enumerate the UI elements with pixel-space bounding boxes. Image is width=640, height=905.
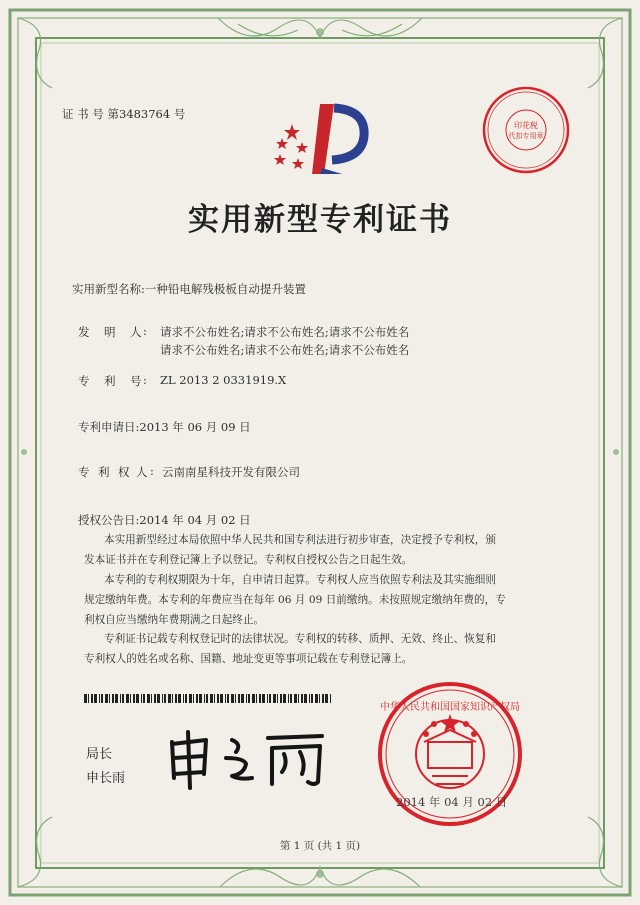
barcode-bar xyxy=(288,694,289,703)
barcode-bar xyxy=(309,694,310,703)
barcode-bar xyxy=(88,694,89,703)
inventors-colon: : xyxy=(143,324,147,338)
barcode-bar xyxy=(259,694,261,703)
barcode-bar xyxy=(94,694,97,703)
barcode-bar xyxy=(330,694,331,703)
filing-date-field xyxy=(78,419,251,435)
barcode-bar xyxy=(189,694,192,703)
barcode-bar xyxy=(252,694,255,703)
barcode-bar xyxy=(214,694,215,703)
barcode-bar xyxy=(196,694,198,703)
barcode-bar xyxy=(246,694,247,703)
page-number: 第 1 页 (共 1 页) xyxy=(279,840,361,852)
barcode-bar xyxy=(84,694,87,703)
body-paragraph-1-line-2: 发本证书并在专利登记簿上予以登记。专利权自授权公告之日起生效。 xyxy=(84,554,413,566)
stamp-duty-seal-center-line2: 代扣专用章 xyxy=(508,132,544,140)
certificate-number xyxy=(62,106,185,122)
barcode-bar xyxy=(325,694,328,703)
barcode-bar xyxy=(164,694,166,703)
barcode-bar xyxy=(109,694,110,703)
barcode-bar xyxy=(262,694,265,703)
barcode-bar xyxy=(267,694,268,703)
barcode-bar xyxy=(175,694,177,703)
director-signature-icon xyxy=(160,728,340,790)
grant-date-label: 授权公告日: xyxy=(78,513,140,527)
patentee-label-char-4: 人 xyxy=(136,465,148,479)
barcode-bar xyxy=(280,694,282,703)
barcode-bar xyxy=(241,694,244,703)
patent-no-label-char-1: 专 xyxy=(78,374,90,388)
barcode-bar xyxy=(143,694,145,703)
body-paragraph-1-line-1: 本实用新型经过本局依照中华人民共和国专利法进行初步审查，决定授予专利权，颁 xyxy=(104,534,496,546)
barcode-bar xyxy=(248,694,250,703)
barcode-bar xyxy=(277,694,278,703)
barcode-bar xyxy=(154,694,156,703)
barcode-bar xyxy=(301,694,303,703)
barcode-bar xyxy=(206,694,208,703)
grant-date-value: 2014 年 04 月 02 日 xyxy=(139,513,251,527)
inventors-line-2: 请求不公布姓名;请求不公布姓名;请求不公布姓名 xyxy=(160,343,410,357)
barcode-bar xyxy=(157,694,160,703)
barcode-bar xyxy=(256,694,257,703)
grant-date-field xyxy=(78,512,251,528)
patentee-label-char-2: 利 xyxy=(98,465,110,479)
patentee-colon: : xyxy=(150,464,154,478)
barcode-bar xyxy=(162,694,163,703)
barcode-bar xyxy=(130,694,131,703)
barcode-bar xyxy=(112,694,114,703)
barcode-bar xyxy=(133,694,135,703)
barcode-bar xyxy=(151,694,152,703)
body-paragraph-3-line-1: 专利证书记载专利权登记时的法律状况。专利权的转移、质押、无效、终止、恢复和 xyxy=(104,633,496,645)
barcode-bar xyxy=(120,694,121,703)
barcode-bar xyxy=(122,694,124,703)
barcode-bar xyxy=(204,694,205,703)
barcode-bar xyxy=(294,694,297,703)
barcode-bar xyxy=(99,694,100,703)
utility-name-field xyxy=(72,281,306,297)
body-paragraph-2-line-1: 本专利的专利权期限为十年，自申请日起算。专利权人应当依照专利法及其实施细则 xyxy=(104,574,496,586)
filing-date-value: 2013 年 06 月 09 日 xyxy=(139,420,251,434)
barcode-bar xyxy=(235,694,236,703)
body-paragraph-2-line-2: 规定缴纳年费。本专利的年费应当在每年 06 月 09 日前缴纳。未按照规定缴纳年费的，专 xyxy=(84,594,506,606)
barcode-bar xyxy=(172,694,173,703)
barcode-bar xyxy=(115,694,118,703)
certificate-number-label: 证 书 号 第 xyxy=(62,107,119,121)
barcode-bar xyxy=(273,694,276,703)
patentee-label-char-3: 权 xyxy=(118,465,130,479)
barcode-bar xyxy=(304,694,307,703)
barcode xyxy=(84,694,334,703)
barcode-bar xyxy=(269,694,271,703)
barcode-bar xyxy=(101,694,103,703)
certificate-number-suffix: 号 xyxy=(173,107,186,121)
utility-name-value: 一种铅电解残极板自动提升装置 xyxy=(144,282,306,296)
barcode-bar xyxy=(136,694,139,703)
barcode-bar xyxy=(210,694,213,703)
body-paragraph-2-line-3: 利权自应当缴纳年费期满之日起终止。 xyxy=(84,614,265,626)
barcode-bar xyxy=(220,694,223,703)
barcode-bar xyxy=(141,694,142,703)
barcode-bar xyxy=(91,694,93,703)
sipo-seal-ring-text: 中华人民共和国国家知识产权局 xyxy=(380,702,520,713)
barcode-bar xyxy=(185,694,187,703)
inventors-label-char-1: 发 xyxy=(78,325,90,339)
barcode-bar xyxy=(315,694,318,703)
filing-date-label: 专利申请日: xyxy=(78,420,140,434)
barcode-bar xyxy=(217,694,219,703)
barcode-bar xyxy=(298,694,299,703)
barcode-bar xyxy=(227,694,229,703)
barcode-bar xyxy=(147,694,150,703)
patent-no-label-char-3: 号 xyxy=(130,374,142,388)
barcode-bar xyxy=(322,694,324,703)
certificate-number-value: 3483764 xyxy=(118,107,171,121)
utility-name-label: 实用新型名称: xyxy=(72,282,145,296)
barcode-bar xyxy=(225,694,226,703)
stamp-duty-seal-center-line1: 印花税 xyxy=(514,121,538,130)
barcode-bar xyxy=(183,694,184,703)
barcode-bar xyxy=(193,694,194,703)
barcode-bar xyxy=(238,694,240,703)
barcode-bar xyxy=(126,694,129,703)
sipo-seal-date: 2014 年 04 月 02 日 xyxy=(396,795,508,809)
stamp-duty-seal xyxy=(480,84,572,176)
barcode-bar xyxy=(311,694,313,703)
barcode-bar xyxy=(199,694,202,703)
barcode-bar xyxy=(290,694,292,703)
body-paragraph-3-line-2: 专利权人的姓名或名称、国籍、地址变更等事项记载在专利登记簿上。 xyxy=(84,653,413,665)
patent-office-logo-icon xyxy=(262,100,372,178)
barcode-bar xyxy=(283,694,286,703)
patentee-label-char-1: 专 xyxy=(78,465,90,479)
barcode-bar xyxy=(319,694,320,703)
inventors-label-char-2: 明 xyxy=(104,325,116,339)
barcode-bar xyxy=(178,694,181,703)
barcode-bar xyxy=(105,694,108,703)
director-name: 申长雨 xyxy=(86,771,126,786)
patent-no-label-char-2: 利 xyxy=(104,374,116,388)
barcode-bar xyxy=(231,694,234,703)
director-title: 局长 xyxy=(86,747,113,762)
certificate-title: 实用新型专利证书 xyxy=(188,202,452,238)
patent-no-colon: : xyxy=(143,373,147,387)
patent-number-value: ZL 2013 2 0331919.X xyxy=(160,373,287,387)
inventors-line-1: 请求不公布姓名;请求不公布姓名;请求不公布姓名 xyxy=(160,325,410,339)
inventors-label-char-3: 人 xyxy=(130,325,142,339)
patentee-value: 云南南星科技开发有限公司 xyxy=(162,465,300,479)
barcode-bar xyxy=(168,694,171,703)
